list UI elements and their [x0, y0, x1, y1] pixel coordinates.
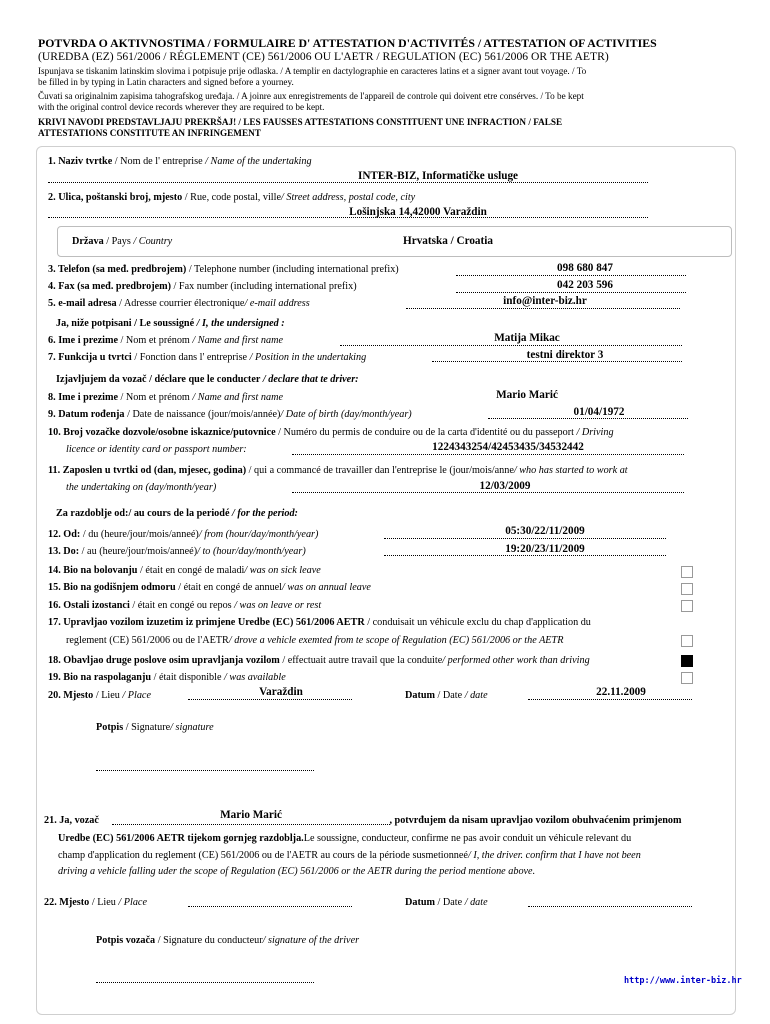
label-available: 19. Bio na raspolaganju / était disponible / was available — [48, 672, 286, 683]
date-2-line[interactable] — [528, 906, 692, 907]
label-employed-since: 11. Zaposlen u tvrtki od (dan, mjesec, godina) / qui a commancé de travailler dan l'entreprise le (jour/mois/anne/ who has started to work at — [48, 465, 628, 476]
sick-leave-checkbox[interactable] — [681, 566, 693, 578]
instruction-typing-line1: Ispunjava se tiskanim latinskim slovima i potpisuje prije odlaska. / A templir en dactylographie en caracteres latins et a signer avant tout voyage. / To — [38, 66, 587, 76]
label-undertaking-name: 1. Naziv tvrtke / Nom de l' entreprise / Name of the undertaking — [48, 156, 312, 167]
driver-confirmation-line2: Uredbe (EC) 561/2006 AETR tijekom gornjeg razdoblja.Le soussigne, conducteur, confirme ne pas avoir conduit un véhicule relevant du — [58, 833, 632, 844]
telephone-line — [456, 275, 686, 276]
label-email: 5. e-mail adresa / Adresse courrier électronique/ e-mail address — [48, 298, 310, 309]
label-other-absence: 16. Ostali izostanci / était en congé ou repos / was on leave or rest — [48, 600, 322, 611]
label-fax: 4. Fax (sa međ. predbrojem) / Fax number (including international prefix) — [48, 281, 357, 292]
other-work-checkbox[interactable] — [681, 655, 693, 667]
label-country: Država / Pays / Country — [72, 236, 173, 247]
email-line — [406, 308, 680, 309]
label-period: Za razdoblje od:/ au cours de la periodé / for the period: — [56, 508, 298, 519]
instruction-keep-line2: with the original control device records wherever they are required to be kept. — [38, 102, 325, 112]
licence-number-line — [292, 454, 684, 455]
signer-name-value[interactable]: Matija Mikac — [494, 332, 560, 344]
undertaking-name-value[interactable]: INTER-BIZ, Informatičke usluge — [357, 170, 519, 182]
email-value[interactable]: info@inter-biz.hr — [503, 295, 587, 307]
annual-leave-checkbox[interactable] — [681, 583, 693, 595]
label-sick-leave: 14. Bio na bolovanju / était en congé de maladi/ was on sick leave — [48, 565, 321, 576]
label-driver-signature: Potpis vozača / Signature du conducteur/ signature of the driver — [96, 935, 360, 946]
driver-confirmation-line1: 21. Ja, vozač , potvrđujem da nisam upravljao vozilom obuhvaćenim primjenom — [44, 815, 682, 826]
form-subtitle: (UREDBA (EZ) 561/2006 / RÉGLEMENT (CE) 561/2006 OU L'AETR / REGULATION (EC) 561/2006 OR THE AETR) — [38, 50, 609, 63]
label-annual-leave: 15. Bio na godišnjem odmoru / était en congé de annuel/ was on annual leave — [48, 582, 371, 593]
label-driver-birth: 9. Datum rođenja / Date de naissance (jour/mois/année)/ Date of birth (day/month/year) — [48, 409, 412, 420]
label-exempted-vehicle: 17. Upravljao vozilom izuzetim iz primjene Uredbe (EC) 561/2006 AETR / conduisait un véhicule exclu du chap d'application du — [48, 617, 591, 628]
label-period-to: 13. Do: / au (heure/jour/mois/anneé)/ to (hour/day/month/year) — [48, 546, 306, 557]
place-line — [188, 699, 352, 700]
form-title: POTVRDA O AKTIVNOSTIMA / FORMULAIRE D' ATTESTATION D'ACTIVITÉS / ATTESTATION OF ACTIVITIES — [38, 36, 657, 50]
signature-line[interactable] — [96, 770, 314, 771]
label-licence-number: 10. Broj vozačke dozvole/osobne iskaznice/putovnice / Numéro du permis de conduire ou de la carta d'identité ou du passeport / Driving — [48, 427, 614, 438]
exempted-vehicle-checkbox[interactable] — [681, 635, 693, 647]
place-2-line[interactable] — [188, 906, 352, 907]
undertaking-name-line — [48, 182, 648, 183]
label-exempted-vehicle-cont: reglement (CE) 561/2006 ou de l'AETR/ drove a vehicle exemted from te scope of Regulation (EC) 561/2006 or the AETR — [66, 635, 564, 646]
available-checkbox[interactable] — [681, 672, 693, 684]
label-place-2: 22. Mjesto / Lieu / Place — [44, 897, 147, 908]
warning-line1: KRIVI NAVODI PREDSTAVLJAJU PREKRŠAJ! / LES FAUSSES ATTESTATIONS CONSTITUENT UNE INFRACTION / FALSE — [38, 117, 563, 127]
label-undersigned: Ja, niže potpisani / Le soussigné / I, the undersigned : — [56, 318, 285, 329]
label-declare-driver: Izjavljujem da vozač / déclare que le conducter / declare that te driver: — [56, 374, 359, 385]
label-street-address: 2. Ulica, poštanski broj, mjesto / Rue, code postal, ville/ Street address, postal code, city — [48, 192, 416, 203]
instruction-keep-line1: Čuvati sa originalnim zapisima tahografskog uređaja. / A joinre aux enregistrements de l'appareil de controle qui doivent etre consérves. / To be kept — [38, 91, 584, 101]
other-absence-checkbox[interactable] — [681, 600, 693, 612]
label-date: Datum / Date / date — [405, 690, 488, 701]
label-period-from: 12. Od: / du (heure/jour/mois/anneé)/ from (hour/day/month/year) — [48, 529, 319, 540]
country-value[interactable]: Hrvatska / Croatia — [403, 235, 493, 247]
driver-confirmation-line3: champ d'application du reglement (CE) 561/2006 ou de l'AETR au cours de la période susmetionneé/ I, the driver. confirm that I have not been — [58, 850, 641, 861]
period-to-line — [384, 555, 666, 556]
signer-name-line — [340, 345, 682, 346]
period-from-line — [384, 538, 666, 539]
website-link[interactable]: http://www.inter-biz.hr — [624, 976, 742, 986]
period-from-value[interactable]: 05:30/22/11/2009 — [505, 525, 585, 537]
employed-since-value[interactable]: 12/03/2009 — [479, 480, 531, 492]
date-value[interactable]: 22.11.2009 — [596, 686, 646, 698]
street-address-value[interactable]: Lošinjska 14,42000 Varaždin — [349, 206, 487, 218]
signer-position-line — [432, 361, 682, 362]
place-value[interactable]: Varaždin — [259, 686, 303, 698]
label-driver-name: 8. Ime i prezime / Nom et prénom / Name and first name — [48, 392, 283, 403]
period-to-value[interactable]: 19:20/23/11/2009 — [505, 543, 585, 555]
label-place: 20. Mjesto / Lieu / Place — [48, 690, 151, 701]
licence-number-value[interactable]: 1224343254/42453435/34532442 — [432, 441, 584, 453]
label-telephone: 3. Telefon (sa međ. predbrojem) / Telephone number (including international prefix) — [48, 264, 399, 275]
driver-birth-value[interactable]: 01/04/1972 — [573, 406, 625, 418]
fax-value[interactable]: 042 203 596 — [557, 279, 613, 291]
date-line — [528, 699, 692, 700]
label-signer-name: 6. Ime i prezime / Nom et prénom / Name and first name — [48, 335, 283, 346]
form-frame — [36, 146, 736, 1015]
label-licence-number-cont: licence or identity card or passport number: — [66, 444, 247, 455]
driver-confirmation-name-line — [112, 824, 390, 825]
driver-confirmation-name-value[interactable]: Mario Marić — [220, 809, 282, 821]
signer-position-value[interactable]: testni direktor 3 — [526, 349, 604, 361]
driver-birth-line — [488, 418, 688, 419]
telephone-value[interactable]: 098 680 847 — [557, 262, 613, 274]
instruction-typing-line2: be filled in by typing in Latin characters and signed before a yourney. — [38, 77, 294, 87]
driver-confirmation-line4: driving a vehicle falling uder the scope of Regulation (EC) 561/2006 or the AETR during the period mentione above. — [58, 866, 536, 877]
label-signer-position: 7. Funkcija u tvrtci / Fonction dans l' entreprise / Position in the undertaking — [48, 352, 367, 363]
driver-signature-line[interactable] — [96, 982, 314, 983]
employed-since-line — [292, 492, 684, 493]
driver-name-value[interactable]: Mario Marić — [496, 389, 558, 401]
label-employed-since-cont: the undertaking on (day/month/year) — [66, 482, 217, 493]
warning-line2: ATTESTATIONS CONSTITUTE AN INFRINGEMENT — [38, 128, 261, 138]
label-other-work: 18. Obavljao druge poslove osim upravljanja vozilom / effectuait autre travail que la conduite/ performed other work than driving — [48, 655, 590, 666]
label-signature: Potpis / Signature/ signature — [96, 722, 214, 733]
fax-line — [456, 292, 686, 293]
label-date-2: Datum / Date / date — [405, 897, 488, 908]
